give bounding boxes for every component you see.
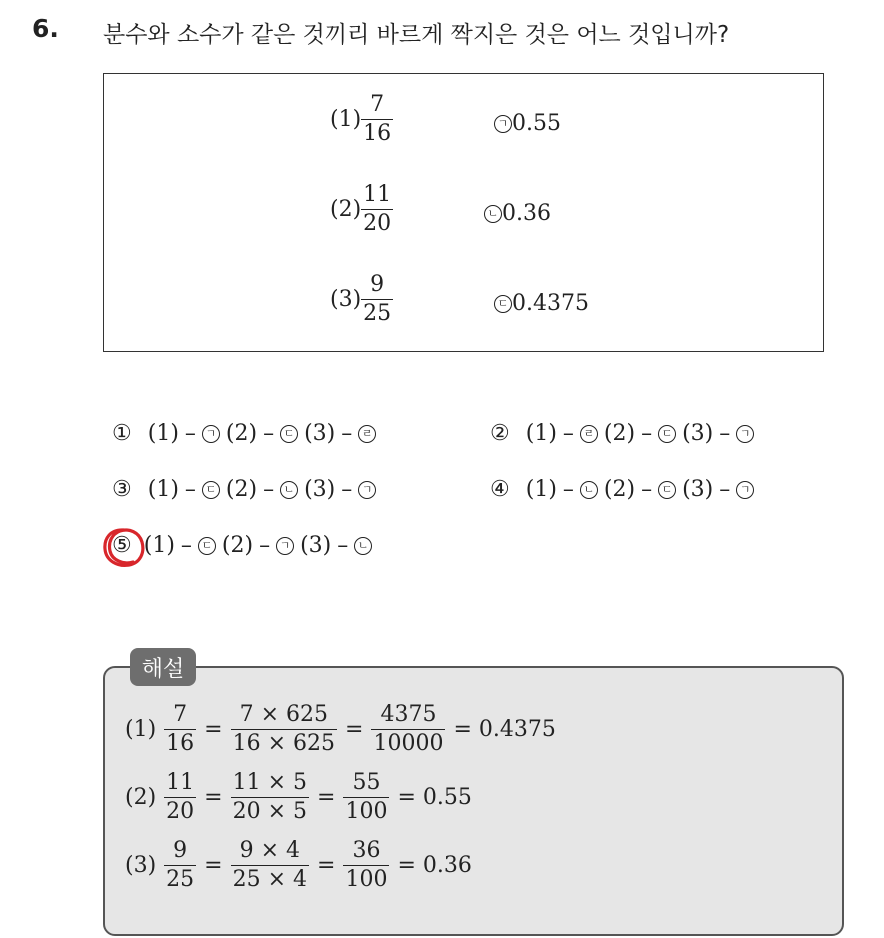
result-value: 0.55 xyxy=(422,785,472,810)
fraction-label: (3) xyxy=(330,287,362,312)
explanation-line-3: (3) $\frac{9}{25}$ = $\frac{9 \times 4}{25 \times 4}$ = $\frac{36}{100}$ = 0.36 xyxy=(125,838,472,892)
box-decimal-1 xyxy=(494,111,561,136)
circled-letter: ㄷ xyxy=(202,481,220,499)
circled-letter: ㄴ xyxy=(580,481,598,499)
circled-letter: ㄱ xyxy=(202,425,220,443)
fraction: $\frac{7 \times 625}{16 \times 625}$ xyxy=(232,702,336,756)
fraction: $\frac{11}{20}$ xyxy=(363,182,392,236)
circled-letter: ㄱ xyxy=(494,115,512,133)
result-value: 0.4375 xyxy=(478,717,556,742)
box-decimal-2 xyxy=(484,201,551,226)
circled-letter: ㄷ xyxy=(280,425,298,443)
explanation-line-2: (2) $\frac{11}{20}$ = $\frac{11 \times 5}{20 \times 5}$ = $\frac{55}{100}$ = 0.55 xyxy=(125,770,472,824)
box-row-3 xyxy=(330,274,393,325)
fraction-label: (2) xyxy=(330,197,362,222)
choice-number: ④ xyxy=(490,477,510,502)
box-row-1 xyxy=(330,94,393,145)
explanation-tag: 해설 xyxy=(130,648,196,686)
circled-letter: ㄱ xyxy=(736,425,754,443)
answer-circle-mark xyxy=(98,522,150,574)
fraction: $\frac{9 \times 4}{25 \times 4}$ xyxy=(232,838,308,892)
choice-number: ① xyxy=(112,421,132,446)
decimal-value: 0.4375 xyxy=(512,291,589,316)
fraction: $\frac{11 \times 5}{20 \times 5}$ xyxy=(232,770,308,824)
choice-3[interactable]: ③ (1) – ㄷ (2) – ㄴ (3) – ㄱ xyxy=(112,477,376,502)
decimal-value: 0.55 xyxy=(512,111,561,136)
circled-letter: ㄷ xyxy=(198,537,216,555)
question-text: 분수와 소수가 같은 것끼리 바르게 짝지은 것은 어느 것입니까? xyxy=(103,22,730,48)
choice-number: ② xyxy=(490,421,510,446)
fraction-label: (1) xyxy=(330,107,362,132)
fraction: $\frac{9}{25}$ xyxy=(166,838,195,892)
fraction: $\frac{7}{16}$ xyxy=(363,92,392,146)
circled-letter: ㄱ xyxy=(276,537,294,555)
choice-number: ⑤ xyxy=(112,533,132,558)
fraction: $\frac{55}{100}$ xyxy=(345,770,388,824)
fraction: $\frac{7}{16}$ xyxy=(166,702,195,756)
fraction: $\frac{4375}{10000}$ xyxy=(373,702,444,756)
fraction: $\frac{36}{100}$ xyxy=(345,838,388,892)
choice-4[interactable]: ④ (1) – ㄴ (2) – ㄷ (3) – ㄱ xyxy=(490,477,754,502)
box-row-2 xyxy=(330,184,393,235)
choice-1[interactable]: ① (1) – ㄱ (2) – ㄷ (3) – ㄹ xyxy=(112,421,376,446)
circled-letter: ㄷ xyxy=(658,425,676,443)
box-decimal-3 xyxy=(494,291,589,316)
circled-letter: ㄴ xyxy=(484,205,502,223)
fraction: $\frac{9}{25}$ xyxy=(363,272,392,326)
circled-letter: ㄱ xyxy=(358,481,376,499)
circled-letter: ㄴ xyxy=(354,537,372,555)
matching-box xyxy=(103,73,824,352)
explanation-line-1: (1) $\frac{7}{16}$ = $\frac{7 \times 625}{16 \times 625}$ = $\frac{4375}{10000}$ = 0.4375 xyxy=(125,702,556,756)
circled-letter: ㄴ xyxy=(280,481,298,499)
decimal-value: 0.36 xyxy=(502,201,551,226)
choice-5[interactable]: ⑤ (1) – ㄷ (2) – ㄱ (3) – ㄴ xyxy=(112,533,372,558)
circled-letter: ㄹ xyxy=(580,425,598,443)
fraction: $\frac{11}{20}$ xyxy=(166,770,195,824)
circled-letter: ㄷ xyxy=(658,481,676,499)
circled-letter: ㄱ xyxy=(736,481,754,499)
question-number: 6. xyxy=(32,14,59,43)
circled-letter: ㄷ xyxy=(494,295,512,313)
circled-letter: ㄹ xyxy=(358,425,376,443)
choice-number: ③ xyxy=(112,477,132,502)
result-value: 0.36 xyxy=(422,853,472,878)
choice-2[interactable]: ② (1) – ㄹ (2) – ㄷ (3) – ㄱ xyxy=(490,421,754,446)
